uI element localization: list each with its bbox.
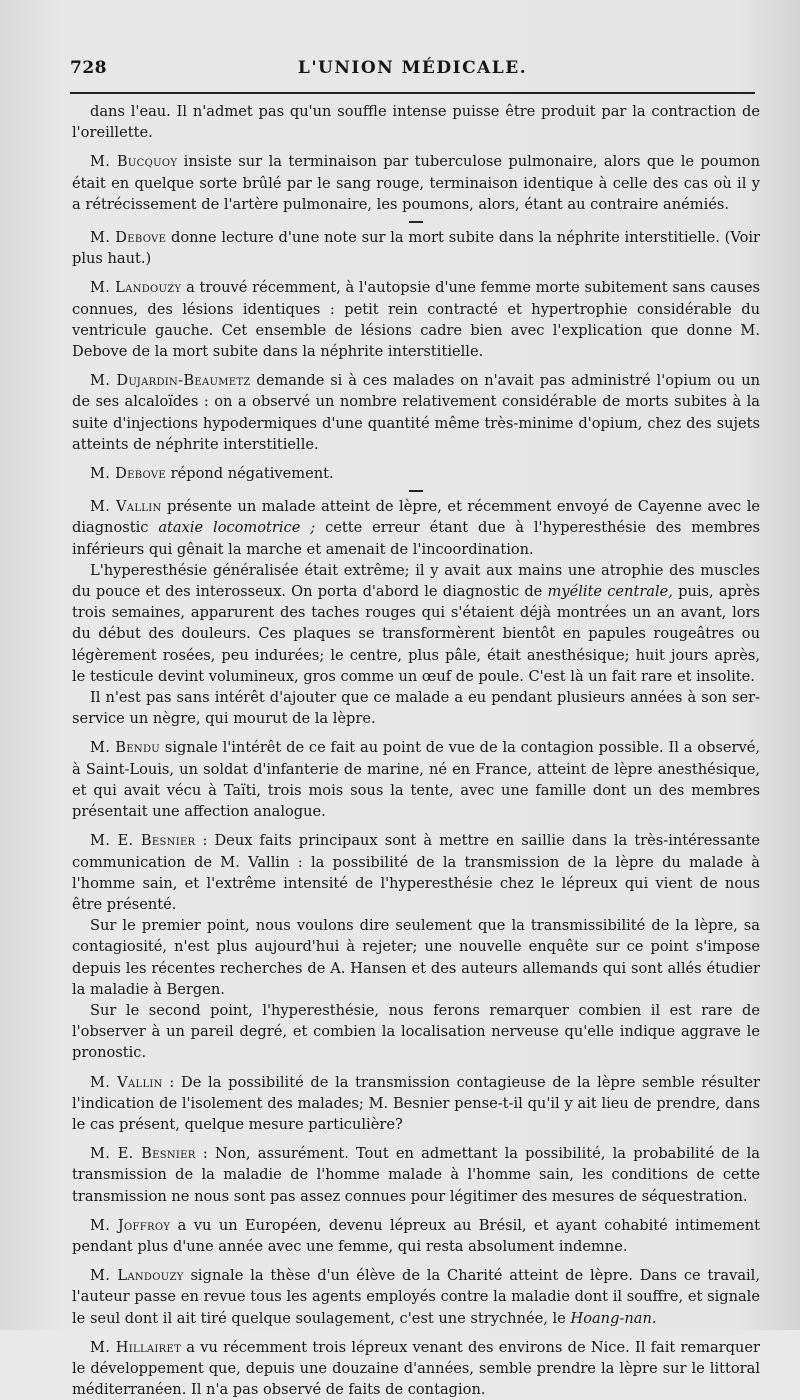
- section-separator: [409, 221, 423, 223]
- italic-term: ataxie locomotrice ;: [158, 519, 316, 537]
- paragraph-text: puis, après trois semaines, apparurent des taches rouges qui s'étaient déjà montrées un an avant, lors du début des douleurs. Ces plaques se transformèrent bientôt en papules rougeâtres ou légèrement rosées, peu indurées; le centre, plus pâle, était anesthésique; huit jours après, le testicule devint volumineux, gros comme un œuf de poule. C'est là un fait rare et insolite.: [72, 583, 760, 685]
- paragraph-text: présente un malade atteint de lèpre, et récemment envoyé de Cayenne avec le diagnostic: [72, 498, 760, 537]
- paragraph-text: demande si à ces malades on n'avait pas administré l'opium ou un de ses alcaloïdes : on a observé un nombre relativement considérable de morts subites à la suite d'injections hypodermiques d'une quantité même très-minime d'opium, chez des sujets atteints de néphrite interstitielle.: [72, 372, 760, 453]
- paragraph-text: : Non, assurément. Tout en admettant la possibilité, la probabilité de la transmission de la maladie de l'homme malade à l'homme sain, les conditions de cette transmission ne nous sont pas assez connues pour légitimer des mesures de séquestration.: [72, 1145, 760, 1205]
- speaker-name: M. Vallin: [90, 498, 162, 516]
- paragraph: [72, 227, 760, 269]
- paragraph-text: L'hyperesthésie généralisée était extrême; il y avait aux mains une atrophie des muscles du pouce et des interosseux. On porta d'abord le diagnostic de: [72, 561, 760, 601]
- paragraph-text: a vu récemment trois lépreux venant des environs de Nice. Il fait remarquer le développement que, depuis une douzaine d'années, semble prendre la lèpre sur le littoral méditerranéen. Il n'a pas observé de faits de contagion.: [72, 1338, 760, 1399]
- page-number: 728: [70, 58, 107, 78]
- page-header: [70, 58, 755, 84]
- paragraph-text: cette erreur étant due à l'hyperesthésie des membres inférieurs qui gênait la marche et amenait de l'incoordination.: [72, 519, 760, 558]
- paragraph-text: répond négativement.: [166, 465, 334, 483]
- paragraph-text: Sur le second point, l'hyperesthésie, nous ferons remarquer combien il est rare de l'observer à un pareil degré, et combien la localisation nerveuse qu'elle indique aggrave le pronostic.: [72, 1001, 760, 1062]
- paragraph-text: dans l'eau. Il n'admet pas qu'un souffle intense puisse être produit par la contraction de l'oreillette.: [72, 103, 760, 142]
- header-rule: [70, 92, 755, 94]
- paragraph: [72, 151, 760, 215]
- paragraph-text: donne lecture d'une note sur la mort subite dans la néphrite interstitielle. (Voir plus haut.): [72, 229, 760, 268]
- section-separator: [409, 490, 423, 492]
- paragraph: [72, 830, 760, 915]
- paragraph: [72, 370, 760, 455]
- speaker-name: M. Debove: [90, 465, 166, 483]
- paragraph: [72, 1337, 760, 1400]
- paragraph-text: signale la thèse d'un élève de la Charité atteint de lèpre. Dans ce travail, l'auteur passe en revue tous les agents employés contre la maladie dont il souffre, et signale le seul dont il ait tiré quelque soulagement, c'est une strychnée, le: [72, 1267, 760, 1327]
- paragraph-text: Sur le premier point, nous voulons dire seulement que la transmissibilité de la lèpre, sa contagiosité, n'est plus aujourd'hui à rejeter; une nouvelle enquête sur ce point s'impose depuis les récentes recherches de A. Hansen et des auteurs allemands qui sont allés étudier la maladie à Bergen.: [72, 917, 760, 998]
- speaker-name: M. Dujardin-Beaumetz: [90, 372, 251, 390]
- speaker-name: M. Hillairet: [90, 1338, 182, 1356]
- paragraph-text: : Deux faits principaux sont à mettre en saillie dans la très-intéressante communication de M. Vallin : la possibilité de la transmission de la lèpre du malade à l'homme sain, et l'extrême intensité de l'hyperesthésie chez le lépreux qui vient de nous être présenté.: [72, 832, 760, 913]
- paragraph-text: a trouvé récemment, à l'autopsie d'une femme morte subitement sans causes connues, des lésions identiques : petit rein contracté et hypertrophie considérable du ventricule gauche. Cet ensemble de lésions cadre bien avec l'explication que donne M. Debove de la mort subite dans la néphrite interstitielle.: [72, 279, 760, 361]
- paragraph: [72, 560, 760, 687]
- paragraph-text: insiste sur la terminaison par tuberculose pulmonaire, alors que le poumon était en quelque sorte brûlé par le sang rouge, terminaison identique à celle des cas où il y a rétrécissement de l'artère pulmonaire, les poumons, alors, étant au contraire anémiés.: [72, 153, 760, 213]
- speaker-name: M. Landouzy: [90, 1267, 184, 1285]
- paragraph: [72, 1143, 760, 1207]
- paragraph: [72, 463, 760, 484]
- paragraph: [72, 737, 760, 822]
- paragraph: [72, 101, 760, 143]
- paragraph-text: signale l'intérêt de ce fait au point de vue de la contagion possible. Il a observé, à Saint-Louis, un soldat d'infanterie de marine, né en France, atteint de lèpre anesthésique, et qui avait vécu à Taïti, trois mois sous la tente, avec une famille dont un des membres présentait une affection analogue.: [72, 739, 760, 821]
- paragraph: [72, 1072, 760, 1136]
- speaker-name: M. Bendu: [90, 739, 161, 757]
- speaker-name: M. Joffroy: [90, 1216, 171, 1234]
- paragraph: [72, 915, 760, 1000]
- speaker-name: M. Landouzy: [90, 279, 182, 297]
- speaker-name: M. Vallin: [90, 1073, 163, 1091]
- paragraph: [72, 496, 760, 560]
- paragraph: [72, 687, 760, 729]
- paragraph-text: : De la possibilité de la transmission contagieuse de la lèpre semble résulter l'indication de l'isolement des malades; M. Besnier pense-t-il qu'il y ait lieu de prendre, dans le cas présent, quelque mesure particulière?: [72, 1073, 760, 1133]
- speaker-name: M. Bucquoy: [90, 153, 178, 171]
- speaker-name: M. E. Besnier: [90, 1145, 196, 1163]
- running-title: L'UNION MÉDICALE.: [297, 58, 528, 78]
- paragraph: [72, 277, 760, 362]
- italic-term: myélite centrale,: [547, 583, 673, 601]
- speaker-name: M. E. Besnier: [90, 832, 196, 850]
- paragraph-text: Il n'est pas sans intérêt d'ajouter que ce malade a eu pendant plusieurs années à son ser-service un nègre, qui mourut de la lèpre.: [72, 689, 760, 728]
- article-body: [72, 101, 760, 1400]
- speaker-name: M. Debove: [90, 229, 167, 247]
- paragraph-text: a vu un Européen, devenu lépreux au Brésil, et ayant cohabité intimement pendant plus d'une année avec une femme, qui resta absolument indemne.: [72, 1216, 760, 1255]
- paragraph: [72, 1265, 760, 1329]
- paragraph: [72, 1215, 760, 1257]
- paragraph: [72, 1000, 760, 1064]
- italic-term: Hoang-nan.: [570, 1309, 657, 1327]
